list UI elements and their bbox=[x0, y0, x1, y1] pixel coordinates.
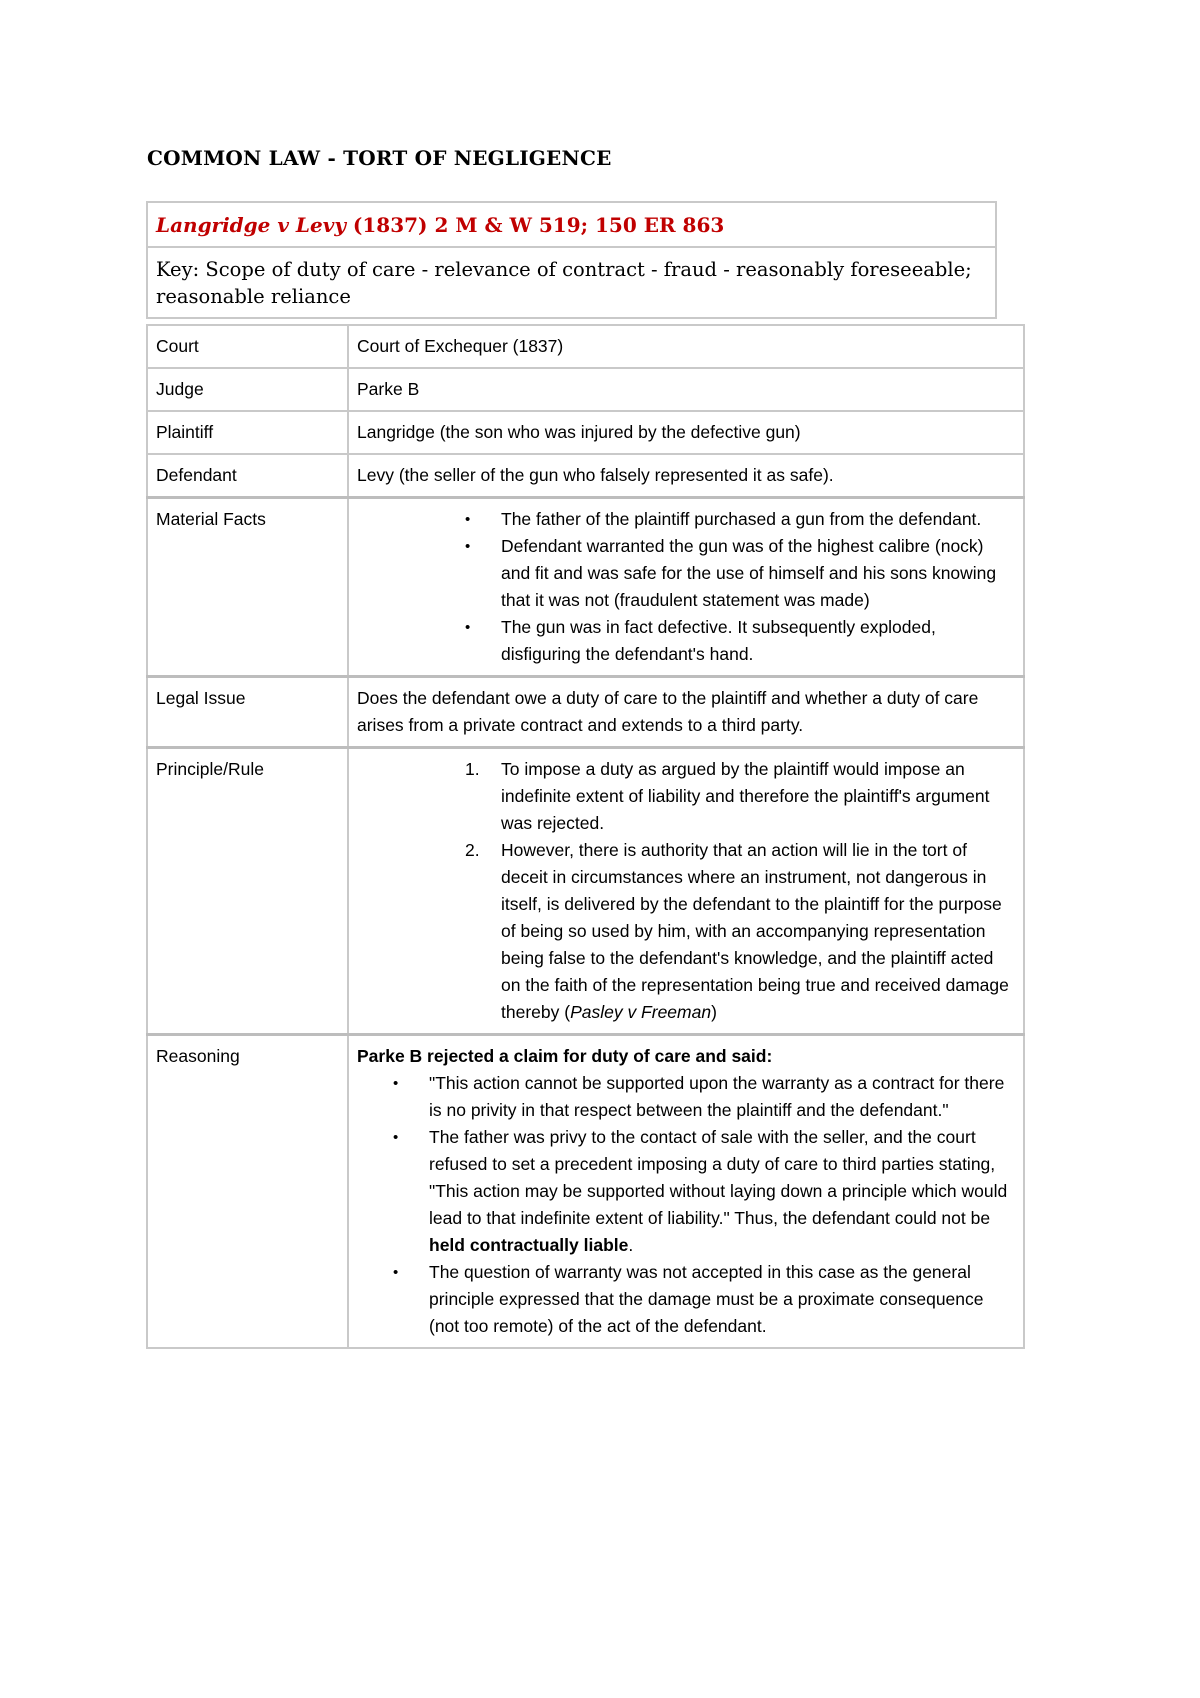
row-material-facts bbox=[147, 498, 1024, 677]
value-defendant: Levy (the seller of the gun who falsely represented it as safe). bbox=[348, 454, 1024, 498]
list-number: 2. bbox=[465, 840, 480, 860]
value-court: Court of Exchequer (1837) bbox=[348, 325, 1024, 368]
label-judge: Judge bbox=[147, 368, 348, 411]
list-number: 1. bbox=[465, 759, 480, 779]
value-material-facts bbox=[348, 498, 1024, 677]
case-key-points: Key: Scope of duty of care - relevance of contract - fraud - reasonably foreseeable; reasonable reliance bbox=[156, 258, 972, 308]
row-reasoning bbox=[147, 1035, 1024, 1349]
label-legal-issue: Legal Issue bbox=[147, 677, 348, 748]
case-citation-details: (1837) 2 M & W 519; 150 ER 863 bbox=[345, 213, 725, 237]
bullet-icon: • bbox=[393, 1129, 399, 1146]
case-details-table bbox=[146, 324, 1025, 1349]
label-reasoning: Reasoning bbox=[147, 1035, 348, 1349]
reasoning-lead: Parke B rejected a claim for duty of care and said: bbox=[357, 1046, 773, 1066]
label-material-facts: Material Facts bbox=[147, 498, 348, 677]
case-name: Langridge v Levy bbox=[156, 213, 346, 237]
list-item: 2. However, there is authority that an action will lie in the tort of deceit in circumstances where an instrument, not dangerous in itself, is delivered by the defendant to the plaintiff for the purpose of being so used by him, with an accompanying representation being false to the defendant's knowledge, and the plaintiff acted on the faith of the representation being true and received damage thereby (Pasley v Freeman) bbox=[357, 837, 1015, 1026]
row-principle-rule bbox=[147, 748, 1024, 1035]
case-header-table bbox=[146, 201, 997, 319]
list-item: • Defendant warranted the gun was of the highest calibre (nock) and fit and was safe for the use of himself and his sons knowing that it was not (fraudulent statement was made) bbox=[357, 533, 1015, 614]
bullet-icon: • bbox=[393, 1075, 399, 1092]
value-principle-rule bbox=[348, 748, 1024, 1035]
list-item: • "This action cannot be supported upon the warranty as a contract for there is no privity in that respect between the plaintiff and the defendant." bbox=[357, 1070, 1015, 1124]
principle-list bbox=[357, 756, 1015, 1026]
row-court bbox=[147, 325, 1024, 368]
value-reasoning bbox=[348, 1035, 1024, 1349]
case-citation bbox=[148, 203, 995, 248]
label-court: Court bbox=[147, 325, 348, 368]
material-facts-list bbox=[357, 506, 1015, 668]
case-citation-inline: Pasley v Freeman bbox=[570, 1002, 712, 1022]
bullet-icon: • bbox=[465, 619, 471, 636]
list-item: • The father of the plaintiff purchased a gun from the defendant. bbox=[357, 506, 1015, 533]
row-judge bbox=[147, 368, 1024, 411]
bullet-icon: • bbox=[465, 538, 471, 555]
bullet-icon: • bbox=[393, 1264, 399, 1281]
document-title: COMMON LAW - TORT OF NEGLIGENCE bbox=[147, 146, 612, 170]
emphasis-text: held contractually liable bbox=[429, 1235, 629, 1255]
label-principle-rule: Principle/Rule bbox=[147, 748, 348, 1035]
value-plaintiff: Langridge (the son who was injured by the defective gun) bbox=[348, 411, 1024, 454]
row-defendant bbox=[147, 454, 1024, 498]
list-item: • The question of warranty was not accepted in this case as the general principle expressed that the damage must be a proximate consequence (not too remote) of the act of the defendant. bbox=[357, 1259, 1015, 1340]
list-item: • The father was privy to the contact of sale with the seller, and the court refused to set a precedent imposing a duty of care to third parties stating, "This action may be supported without laying down a principle which would lead to that indefinite extent of liability." Thus, the defendant could not be held contractually liable. bbox=[357, 1124, 1015, 1259]
label-plaintiff: Plaintiff bbox=[147, 411, 348, 454]
row-legal-issue bbox=[147, 677, 1024, 748]
list-item: • The gun was in fact defective. It subsequently exploded, disfiguring the defendant's hand. bbox=[357, 614, 1015, 668]
label-defendant: Defendant bbox=[147, 454, 348, 498]
value-legal-issue: Does the defendant owe a duty of care to the plaintiff and whether a duty of care arises from a private contract and extends to a third party. bbox=[348, 677, 1024, 748]
bullet-icon: • bbox=[465, 511, 471, 528]
value-judge: Parke B bbox=[348, 368, 1024, 411]
reasoning-list bbox=[357, 1070, 1015, 1340]
row-plaintiff bbox=[147, 411, 1024, 454]
list-item: 1. To impose a duty as argued by the plaintiff would impose an indefinite extent of liability and therefore the plaintiff's argument was rejected. bbox=[357, 756, 1015, 837]
